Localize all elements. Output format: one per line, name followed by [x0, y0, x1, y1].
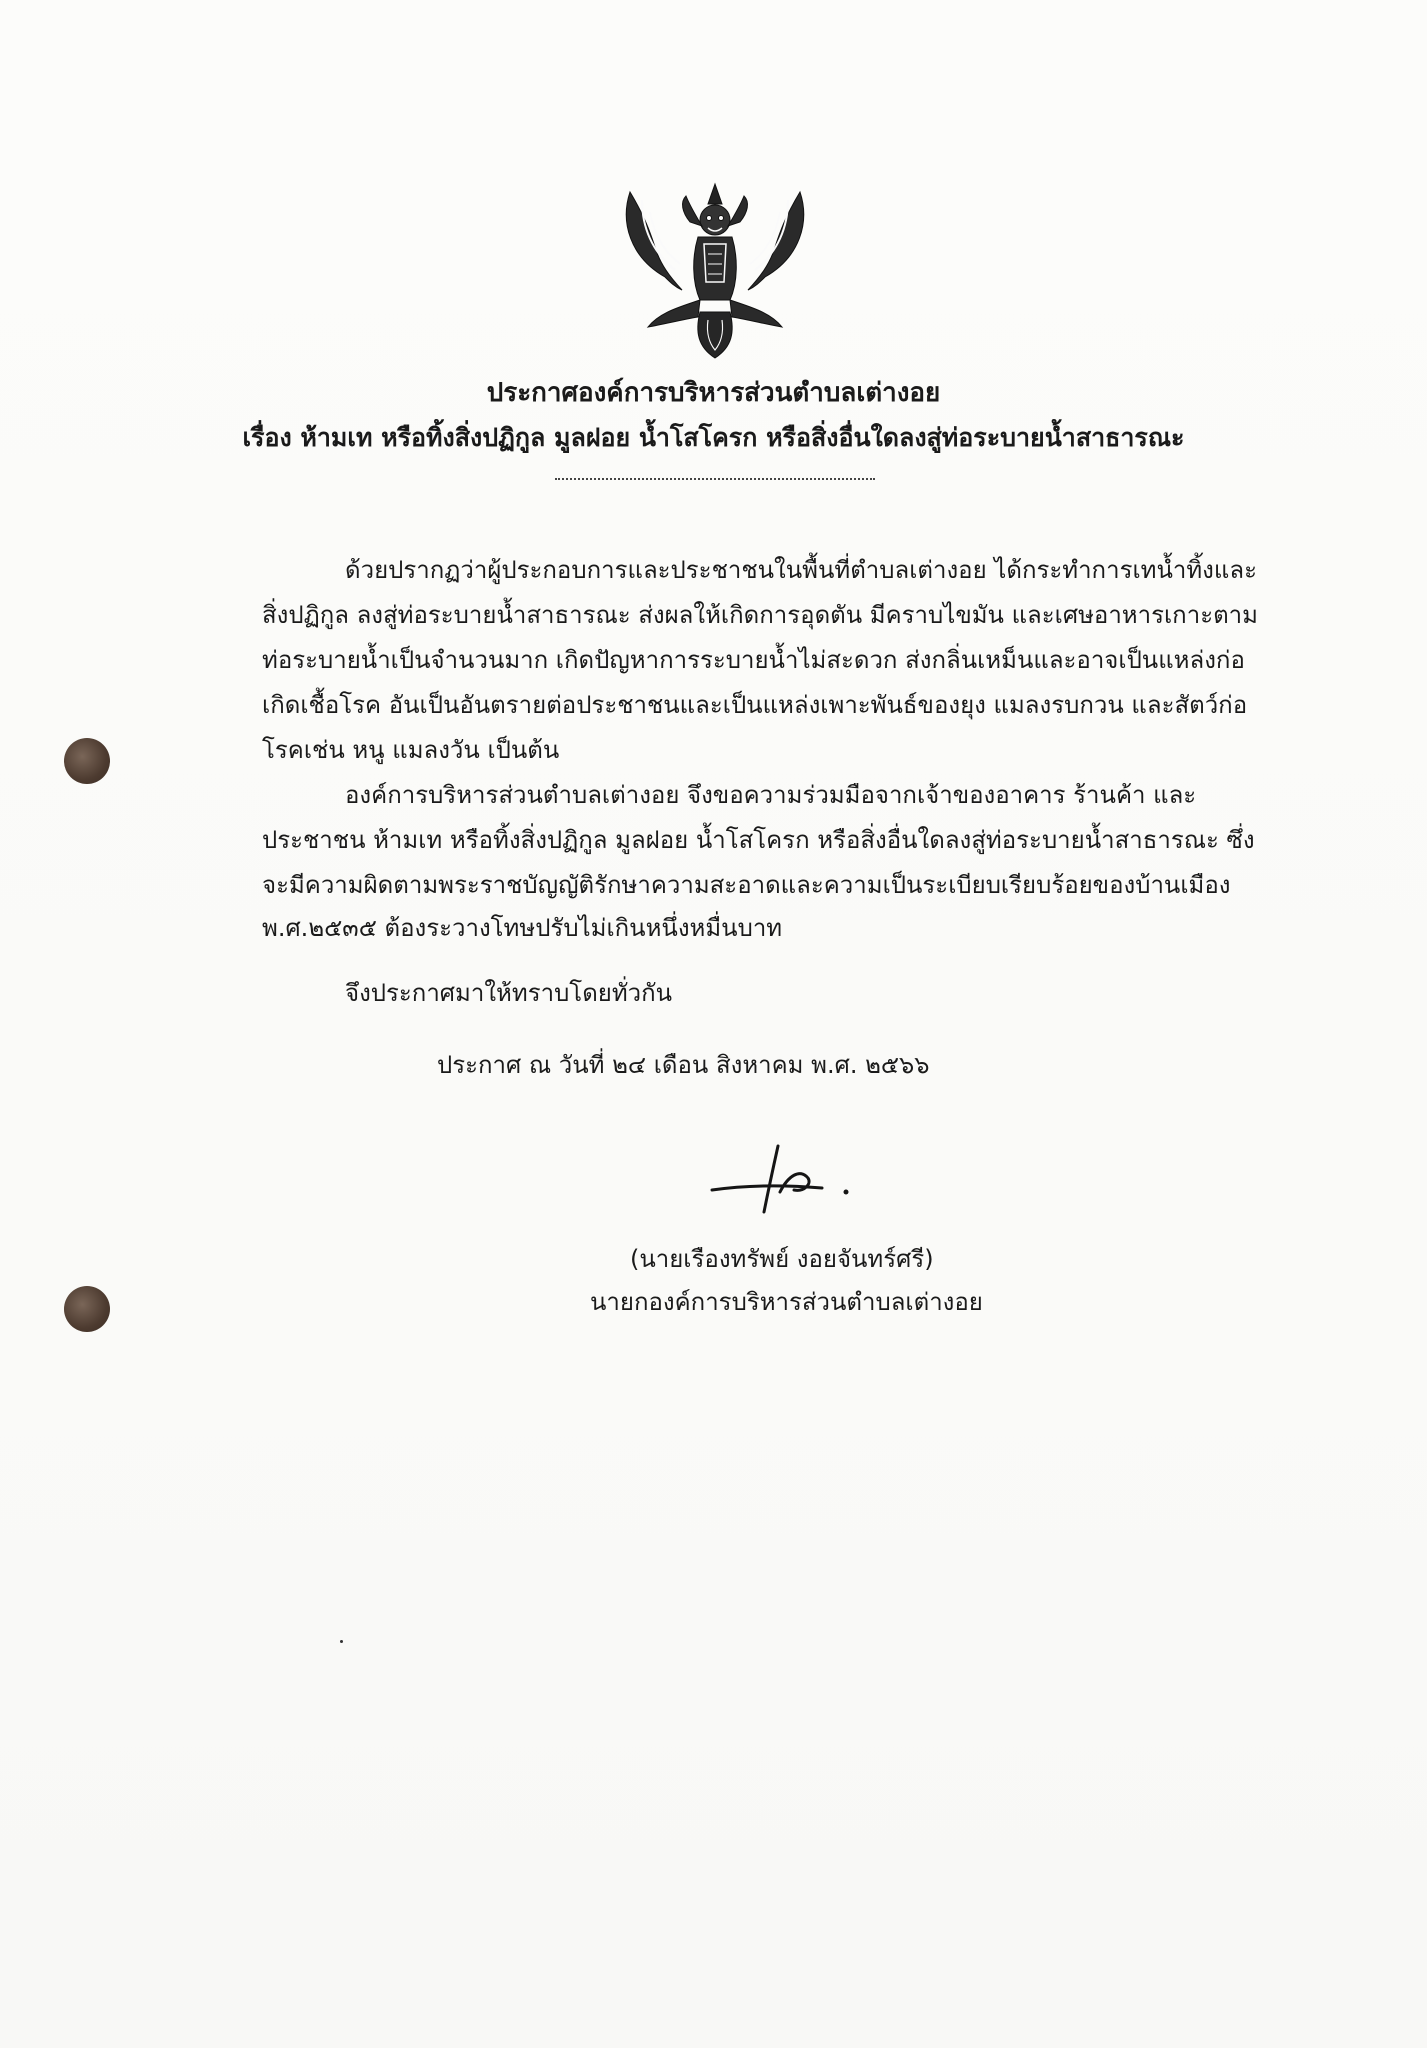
- punch-hole: [64, 738, 110, 784]
- paragraph-2-line: องค์การบริหารส่วนตำบลเต่างอย จึงขอความร่วมมือจากเจ้าของอาคาร ร้านค้า และ: [345, 781, 1197, 809]
- announcement-title: ประกาศองค์การบริหารส่วนตำบลเต่างอย: [486, 378, 941, 408]
- paragraph-1-line: สิ่งปฏิกูล ลงสู่ท่อระบายน้ำสาธารณะ ส่งผลให้เกิดการอุดตัน มีคราบไขมัน และเศษอาหารเกาะตาม: [262, 601, 1258, 629]
- garuda-emblem-icon: [620, 182, 810, 362]
- signatory-position: นายกองค์การบริหารส่วนตำบลเต่างอย: [590, 1288, 983, 1316]
- paragraph-1-line: ท่อระบายน้ำเป็นจำนวนมาก เกิดปัญหาการระบายน้ำไม่สะดวก ส่งกลิ่นเหม็นและอาจเป็นแหล่งก่อ: [262, 646, 1245, 674]
- paragraph-2-line: จะมีความผิดตามพระราชบัญญัติรักษาความสะอาดและความเป็นระเบียบเรียบร้อยของบ้านเมือง: [262, 871, 1231, 899]
- paragraph-1-line: ด้วยปรากฏว่าผู้ประกอบการและประชาชนในพื้นที่ตำบลเต่างอย ได้กระทำการเทน้ำทิ้งและ: [345, 556, 1257, 584]
- dotted-divider: [555, 478, 875, 480]
- signatory-name: (นายเรืองทรัพย์ งอยจันทร์ศรี): [630, 1245, 934, 1273]
- signature-mark: [700, 1140, 860, 1220]
- announcement-subject: เรื่อง ห้ามเท หรือทิ้งสิ่งปฏิกูล มูลฝอย น้ำโสโครก หรือสิ่งอื่นใดลงสู่ท่อระบายน้ำสาธารณะ: [242, 423, 1185, 452]
- closing-line: จึงประกาศมาให้ทราบโดยทั่วกัน: [345, 979, 673, 1007]
- paragraph-2-line: ประชาชน ห้ามเท หรือทิ้งสิ่งปฏิกูล มูลฝอย น้ำโสโครก หรือสิ่งอื่นใดลงสู่ท่อระบายน้ำสาธารณะ ซึ่ง: [262, 826, 1255, 854]
- paper-speck: [340, 1640, 343, 1643]
- date-line: ประกาศ ณ วันที่ ๒๔ เดือน สิงหาคม พ.ศ. ๒๕๖๖: [437, 1051, 930, 1079]
- punch-hole: [64, 1286, 110, 1332]
- paragraph-1-line: โรคเช่น หนู แมลงวัน เป็นต้น: [262, 736, 560, 764]
- paragraph-2-line: พ.ศ.๒๕๓๕ ต้องระวางโทษปรับไม่เกินหนึ่งหมื่นบาท: [262, 914, 783, 942]
- paragraph-1-line: เกิดเชื้อโรค อันเป็นอันตรายต่อประชาชนและเป็นแหล่งเพาะพันธ์ของยุง แมลงรบกวน และสัตว์ก่อ: [262, 691, 1248, 719]
